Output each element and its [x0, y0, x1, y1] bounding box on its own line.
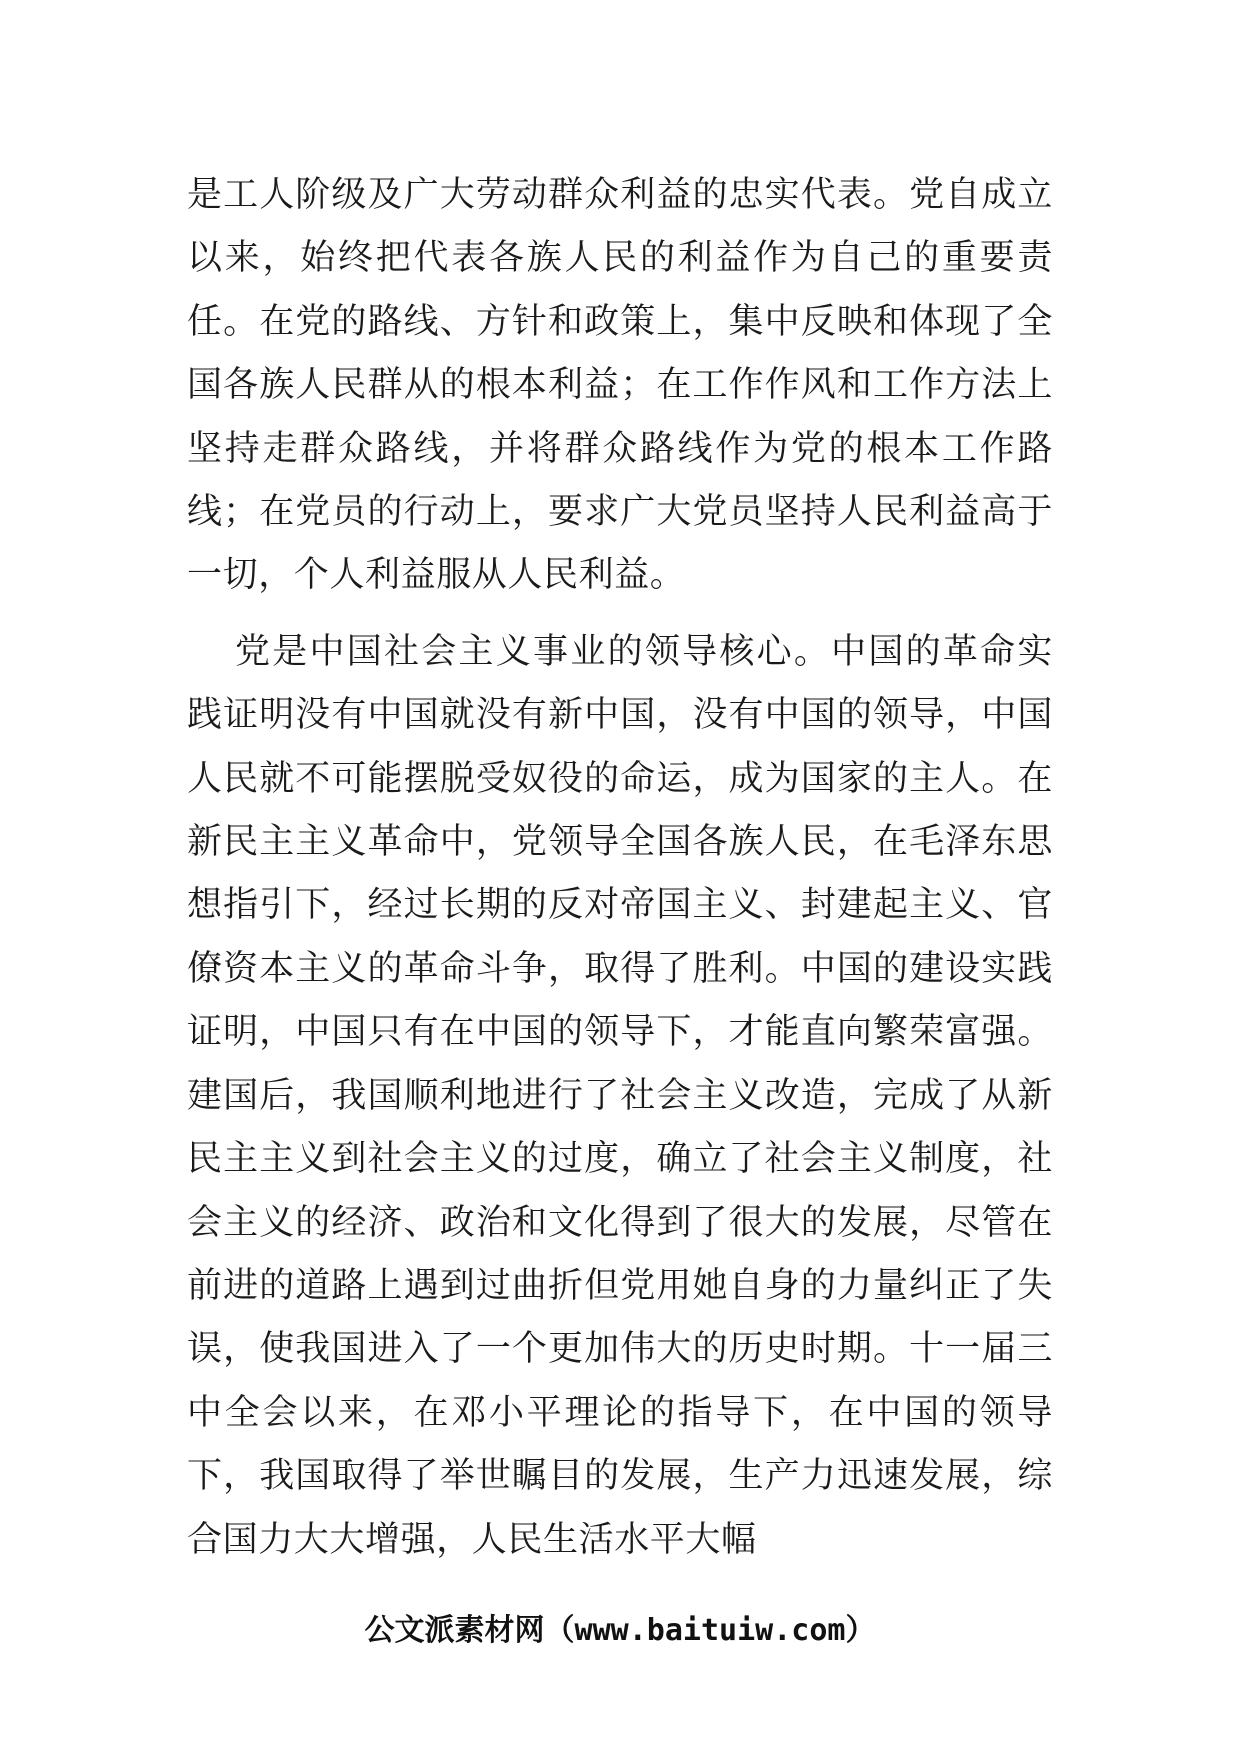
- document-body: [187, 164, 1053, 1572]
- paragraph-2: 党是中国社会主义事业的领导核心。中国的革命实践证明没有中国就没有新中国，没有中国的领导，中国人民就不可能摆脱受奴役的命运，成为国家的主人。在新民主主义革命中，党领导全国各族人民，在毛泽东思想指引下，经过长期的反对帝国主义、封建起主义、官僚资本主义的革命斗争，取得了胜利。中国的建设实践证明，中国只有在中国的领导下，才能直向繁荣富强。建国后，我国顺利地进行了社会主义改造，完成了从新民主主义到社会主义的过度，确立了社会主义制度，社会主义的经济、政治和文化得到了很大的发展，尽管在前进的道路上遇到过曲折但党用她自身的力量纠正了失误，使我国进入了一个更加伟大的历史时期。十一届三中全会以来，在邓小平理论的指导下，在中国的领导下，我国取得了举世瞩目的发展，生产力迅速发展，综合国力大大增强，人民生活水平大幅: [187, 631, 1053, 1560]
- footer-watermark: 公文派素材网（www.baituiw.com）: [364, 1613, 876, 1648]
- paragraph-1: 是工人阶级及广大劳动群众利益的忠实代表。党自成立以来，始终把代表各族人民的利益作为自己的重要责任。在党的路线、方针和政策上，集中反映和体现了全国各族人民群从的根本利益；在工作作风和工作方法上坚持走群众路线，并将群众路线作为党的根本工作路线；在党员的行动上，要求广大党员坚持人民利益高于一切，个人利益服从人民利益。: [187, 175, 1053, 596]
